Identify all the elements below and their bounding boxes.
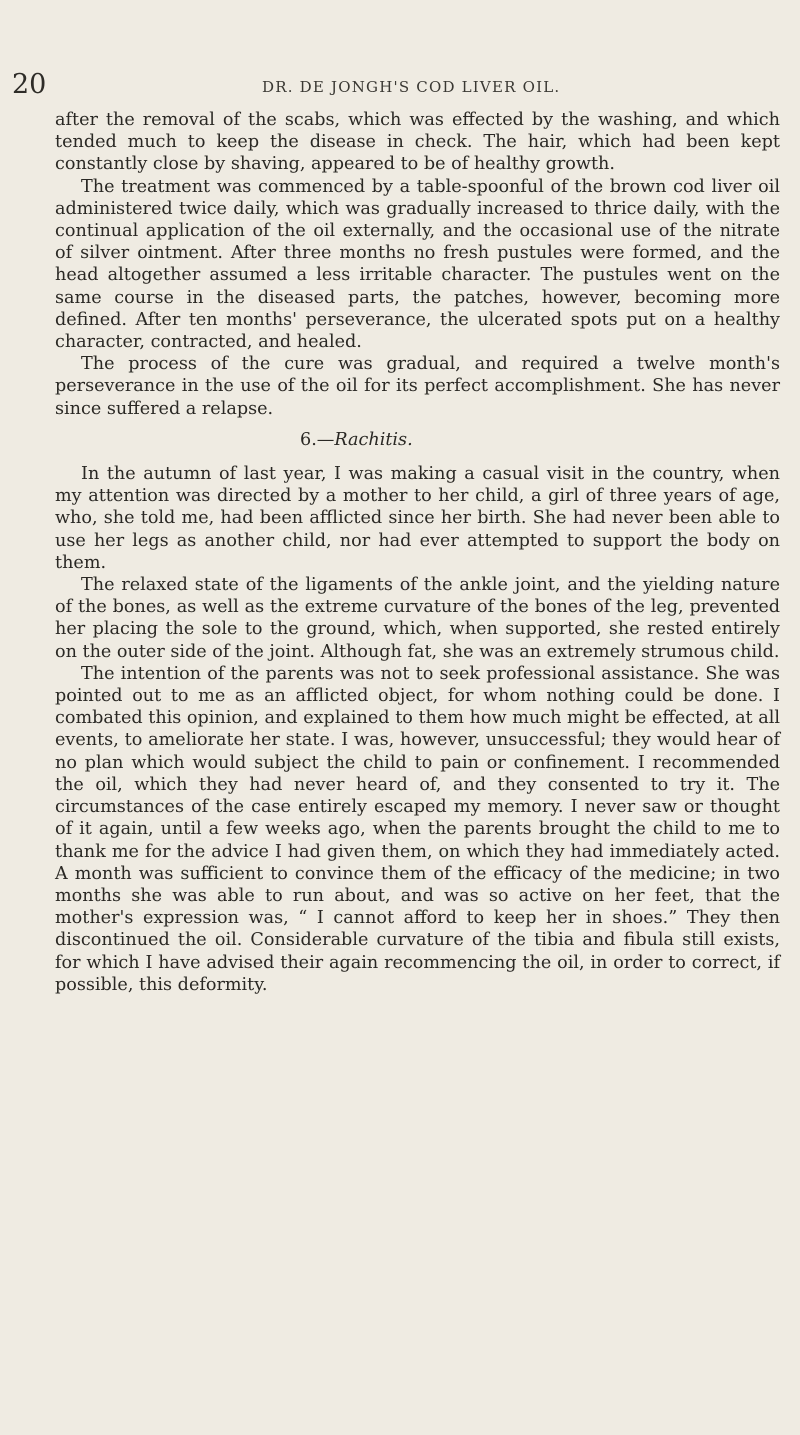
- page-body: [55, 109, 780, 996]
- running-title: DR. DE JONGH'S COD LIVER OIL.: [262, 78, 561, 96]
- section-heading: [55, 429, 780, 451]
- section-title: Rachitis.: [334, 429, 413, 450]
- section-number: 6.—: [300, 429, 335, 450]
- paragraph: In the autumn of last year, I was making a casual visit in the country, when my attention was directed by a mother to her child, a girl of three years of age, who, she told me, had been afflicted since her birth. She had never been able to use her legs as another child, nor had ever attempted to support the body on them.: [55, 464, 780, 573]
- paragraph: after the removal of the scabs, which was effected by the washing, and which tended much to keep the disease in check. The hair, which had been kept constantly close by shaving, appeared to be of healthy growth.: [55, 110, 780, 175]
- page-number: 20: [12, 69, 47, 100]
- paragraph: The treatment was commenced by a table-spoonful of the brown cod liver oil administered twice daily, which was gradually increased to thrice daily, with the continual application of the oil externally, and the occasional use of the nitrate of silver ointment. After three months no fresh pustules were formed, and the head altogether assumed a less irritable character. The pustules went on the same course in the diseased parts, the patches, however, becoming more defined. After ten months' perseverance, the ulcerated spots put on a healthy character, contracted, and healed.: [55, 176, 780, 353]
- paragraph: The intention of the parents was not to seek professional assistance. She was pointed out to me as an afflicted object, for whom nothing could be done. I combated this opinion, and explained to them how much might be effected, at all events, to ameliorate her state. I was, however, unsuccessful; they would hear of no plan which would subject the child to pain or confinement. I recommended the oil, which they had never heard of, and they consented to try it. The circumstances of the case entirely escaped my memory. I never saw or thought of it again, until a few weeks ago, when the parents brought the child to me to thank me for the advice I had given them, on which they had immediately acted. A month was sufficient to convince them of the efficacy of the medicine; in two months she was able to run about, and was so active on her feet, that the mother's expression was, “ I cannot afford to keep her in shoes.” They then discontinued the oil. Considerable curvature of the tibia and fibula still exists, for which I have advised their again recommencing the oil, in order to correct, if possible, this deformity.: [55, 663, 780, 995]
- page-header: [0, 70, 800, 100]
- paragraph: The process of the cure was gradual, and required a twelve month's perseverance in the use of the oil for its perfect accomplishment. She has never since suffered a relapse.: [55, 354, 780, 419]
- paragraph: The relaxed state of the ligaments of the ankle joint, and the yielding nature of the bones, as well as the extreme curvature of the bones of the leg, prevented her placing the sole to the ground, which, when supported, she rested entirely on the outer side of the joint. Although fat, she was an extremely strumous child.: [55, 575, 780, 662]
